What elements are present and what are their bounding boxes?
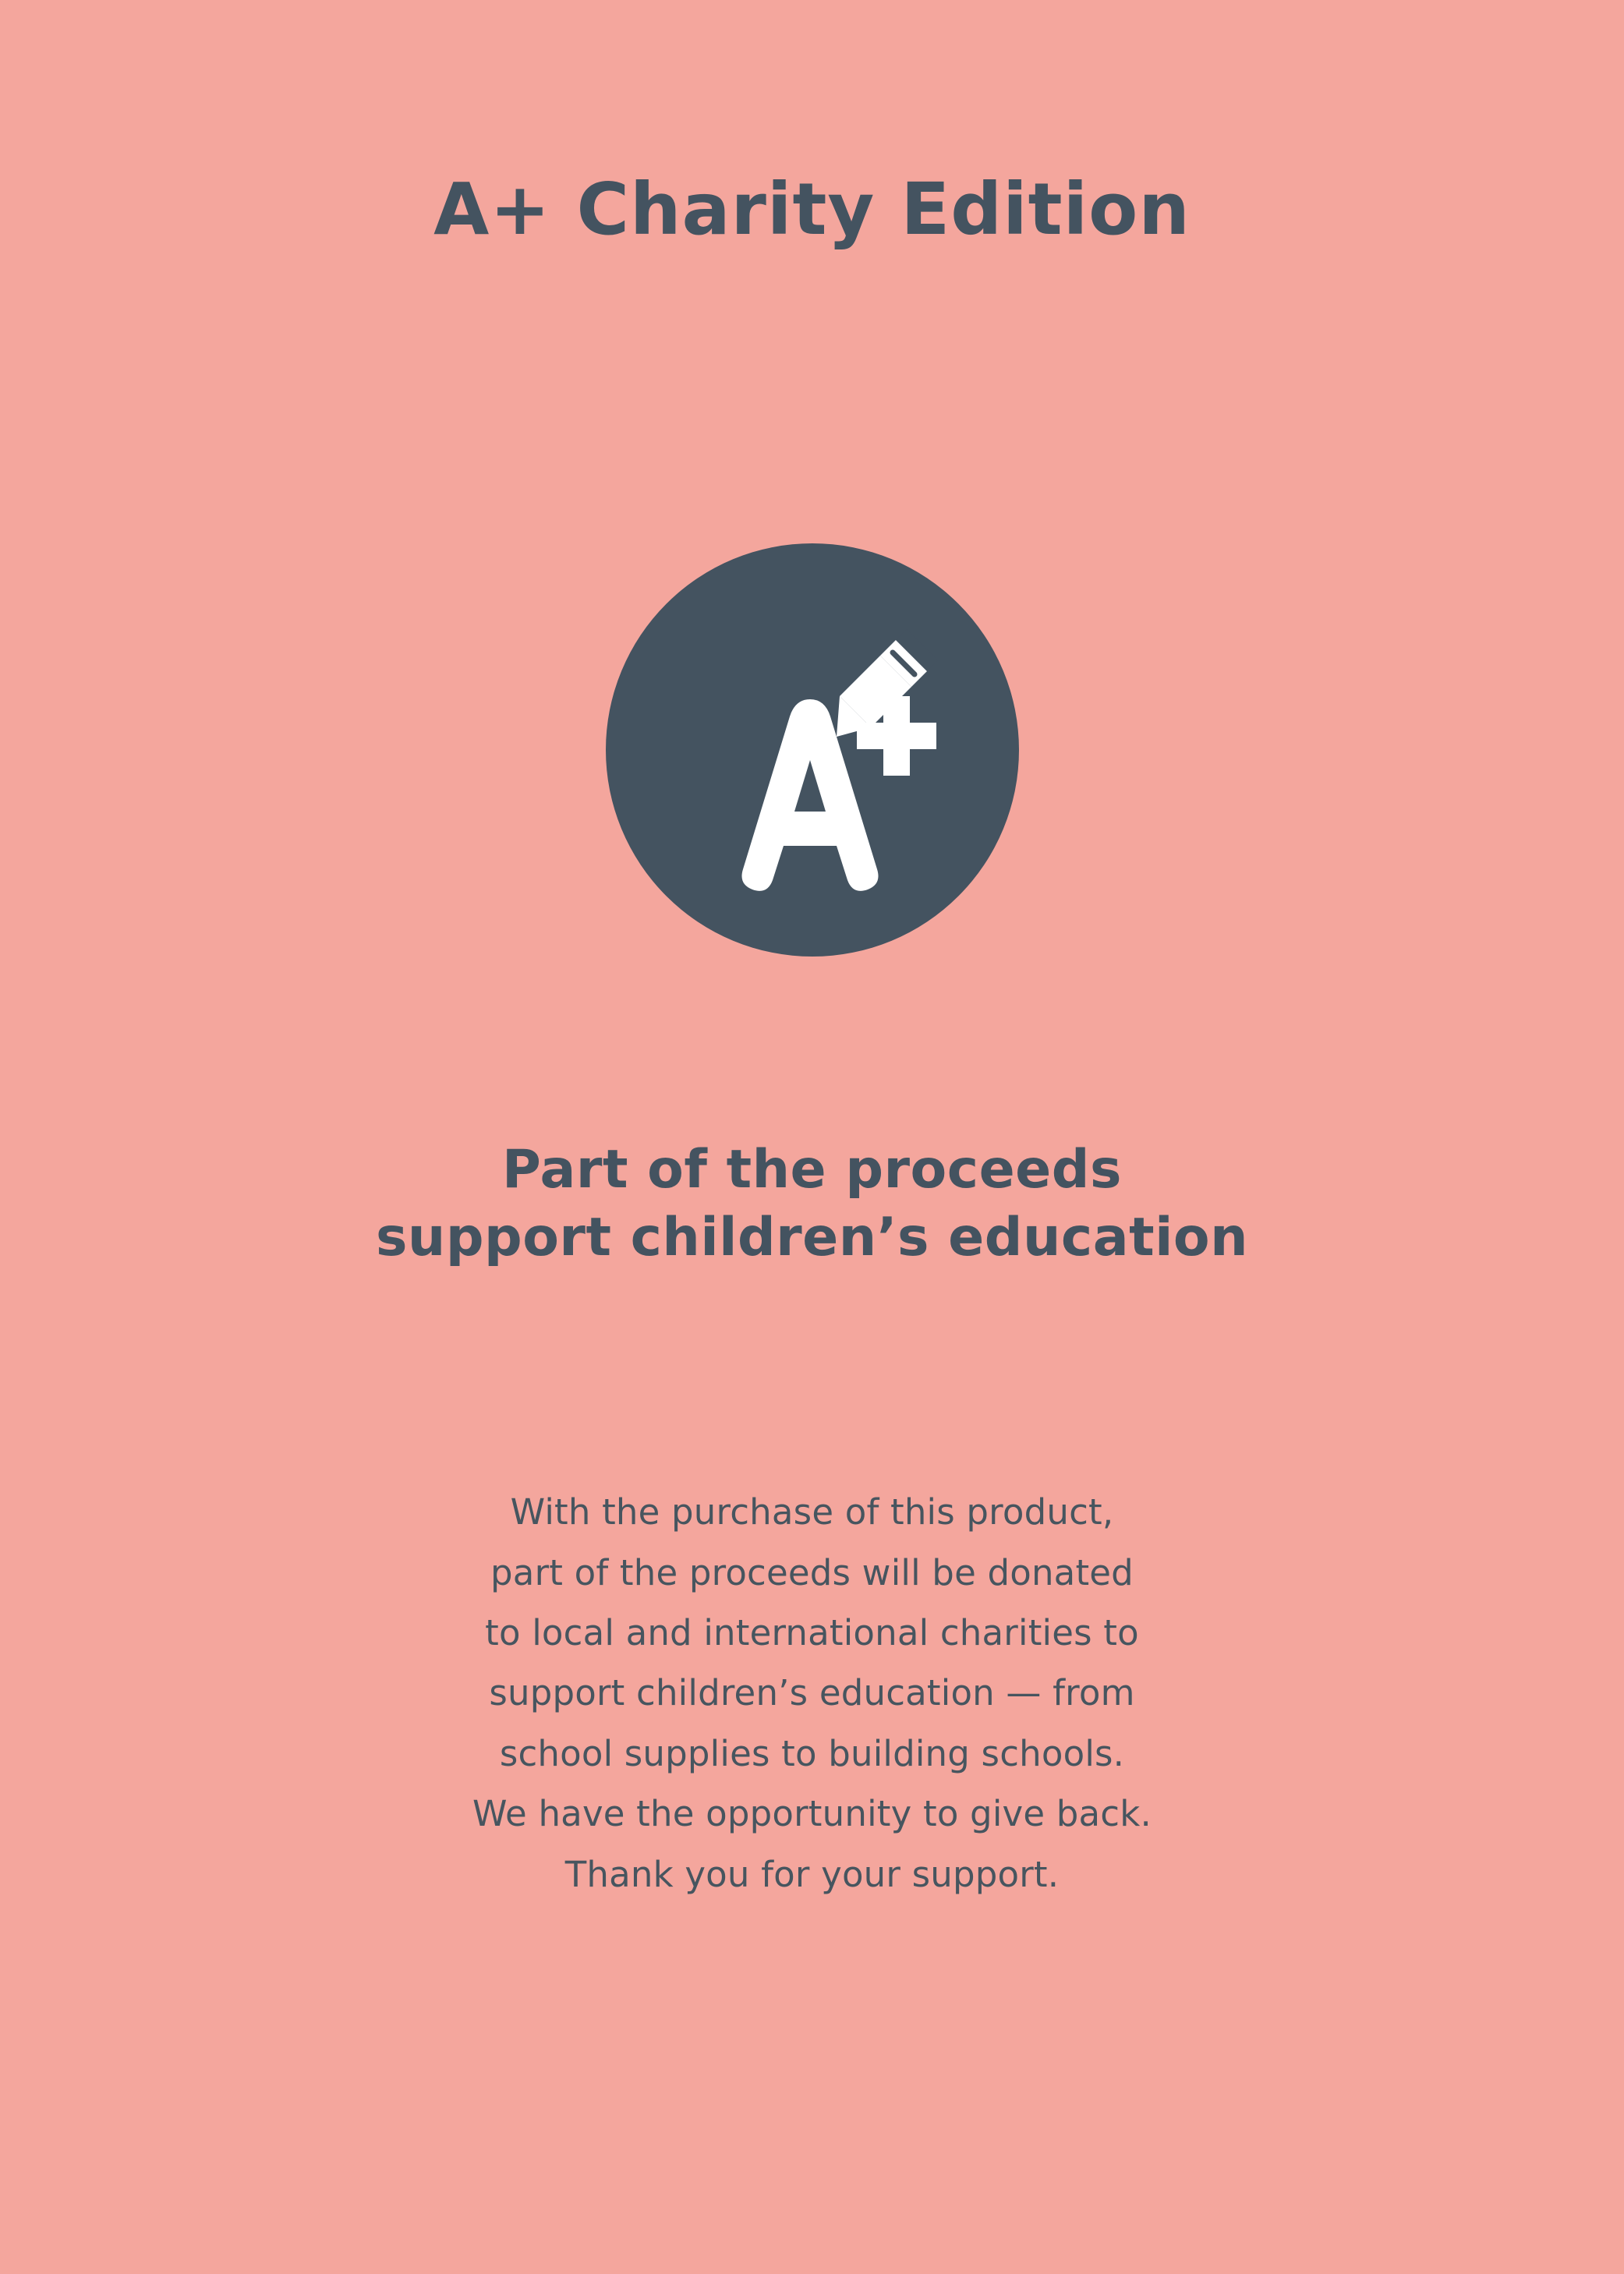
page-title: A+ Charity Edition xyxy=(433,168,1191,251)
subheading-line-2: support children’s education xyxy=(375,1207,1249,1269)
body-paragraph xyxy=(472,1482,1152,1904)
body-line-6: We have the opportunity to give back. xyxy=(472,1793,1152,1835)
a-plus-pencil-logo xyxy=(606,543,1019,957)
subheading-line-1: Part of the proceeds xyxy=(502,1139,1122,1201)
body-line-7: Thank you for your support. xyxy=(564,1853,1060,1895)
body-line-5: school supplies to building schools. xyxy=(499,1732,1125,1774)
body-line-4: support children’s education — from xyxy=(489,1672,1135,1714)
body-line-1: With the purchase of this product, xyxy=(510,1491,1114,1533)
subheading xyxy=(376,1136,1248,1271)
body-line-3: to local and international charities to xyxy=(485,1612,1139,1654)
body-line-2: part of the proceeds will be donated xyxy=(490,1551,1134,1593)
